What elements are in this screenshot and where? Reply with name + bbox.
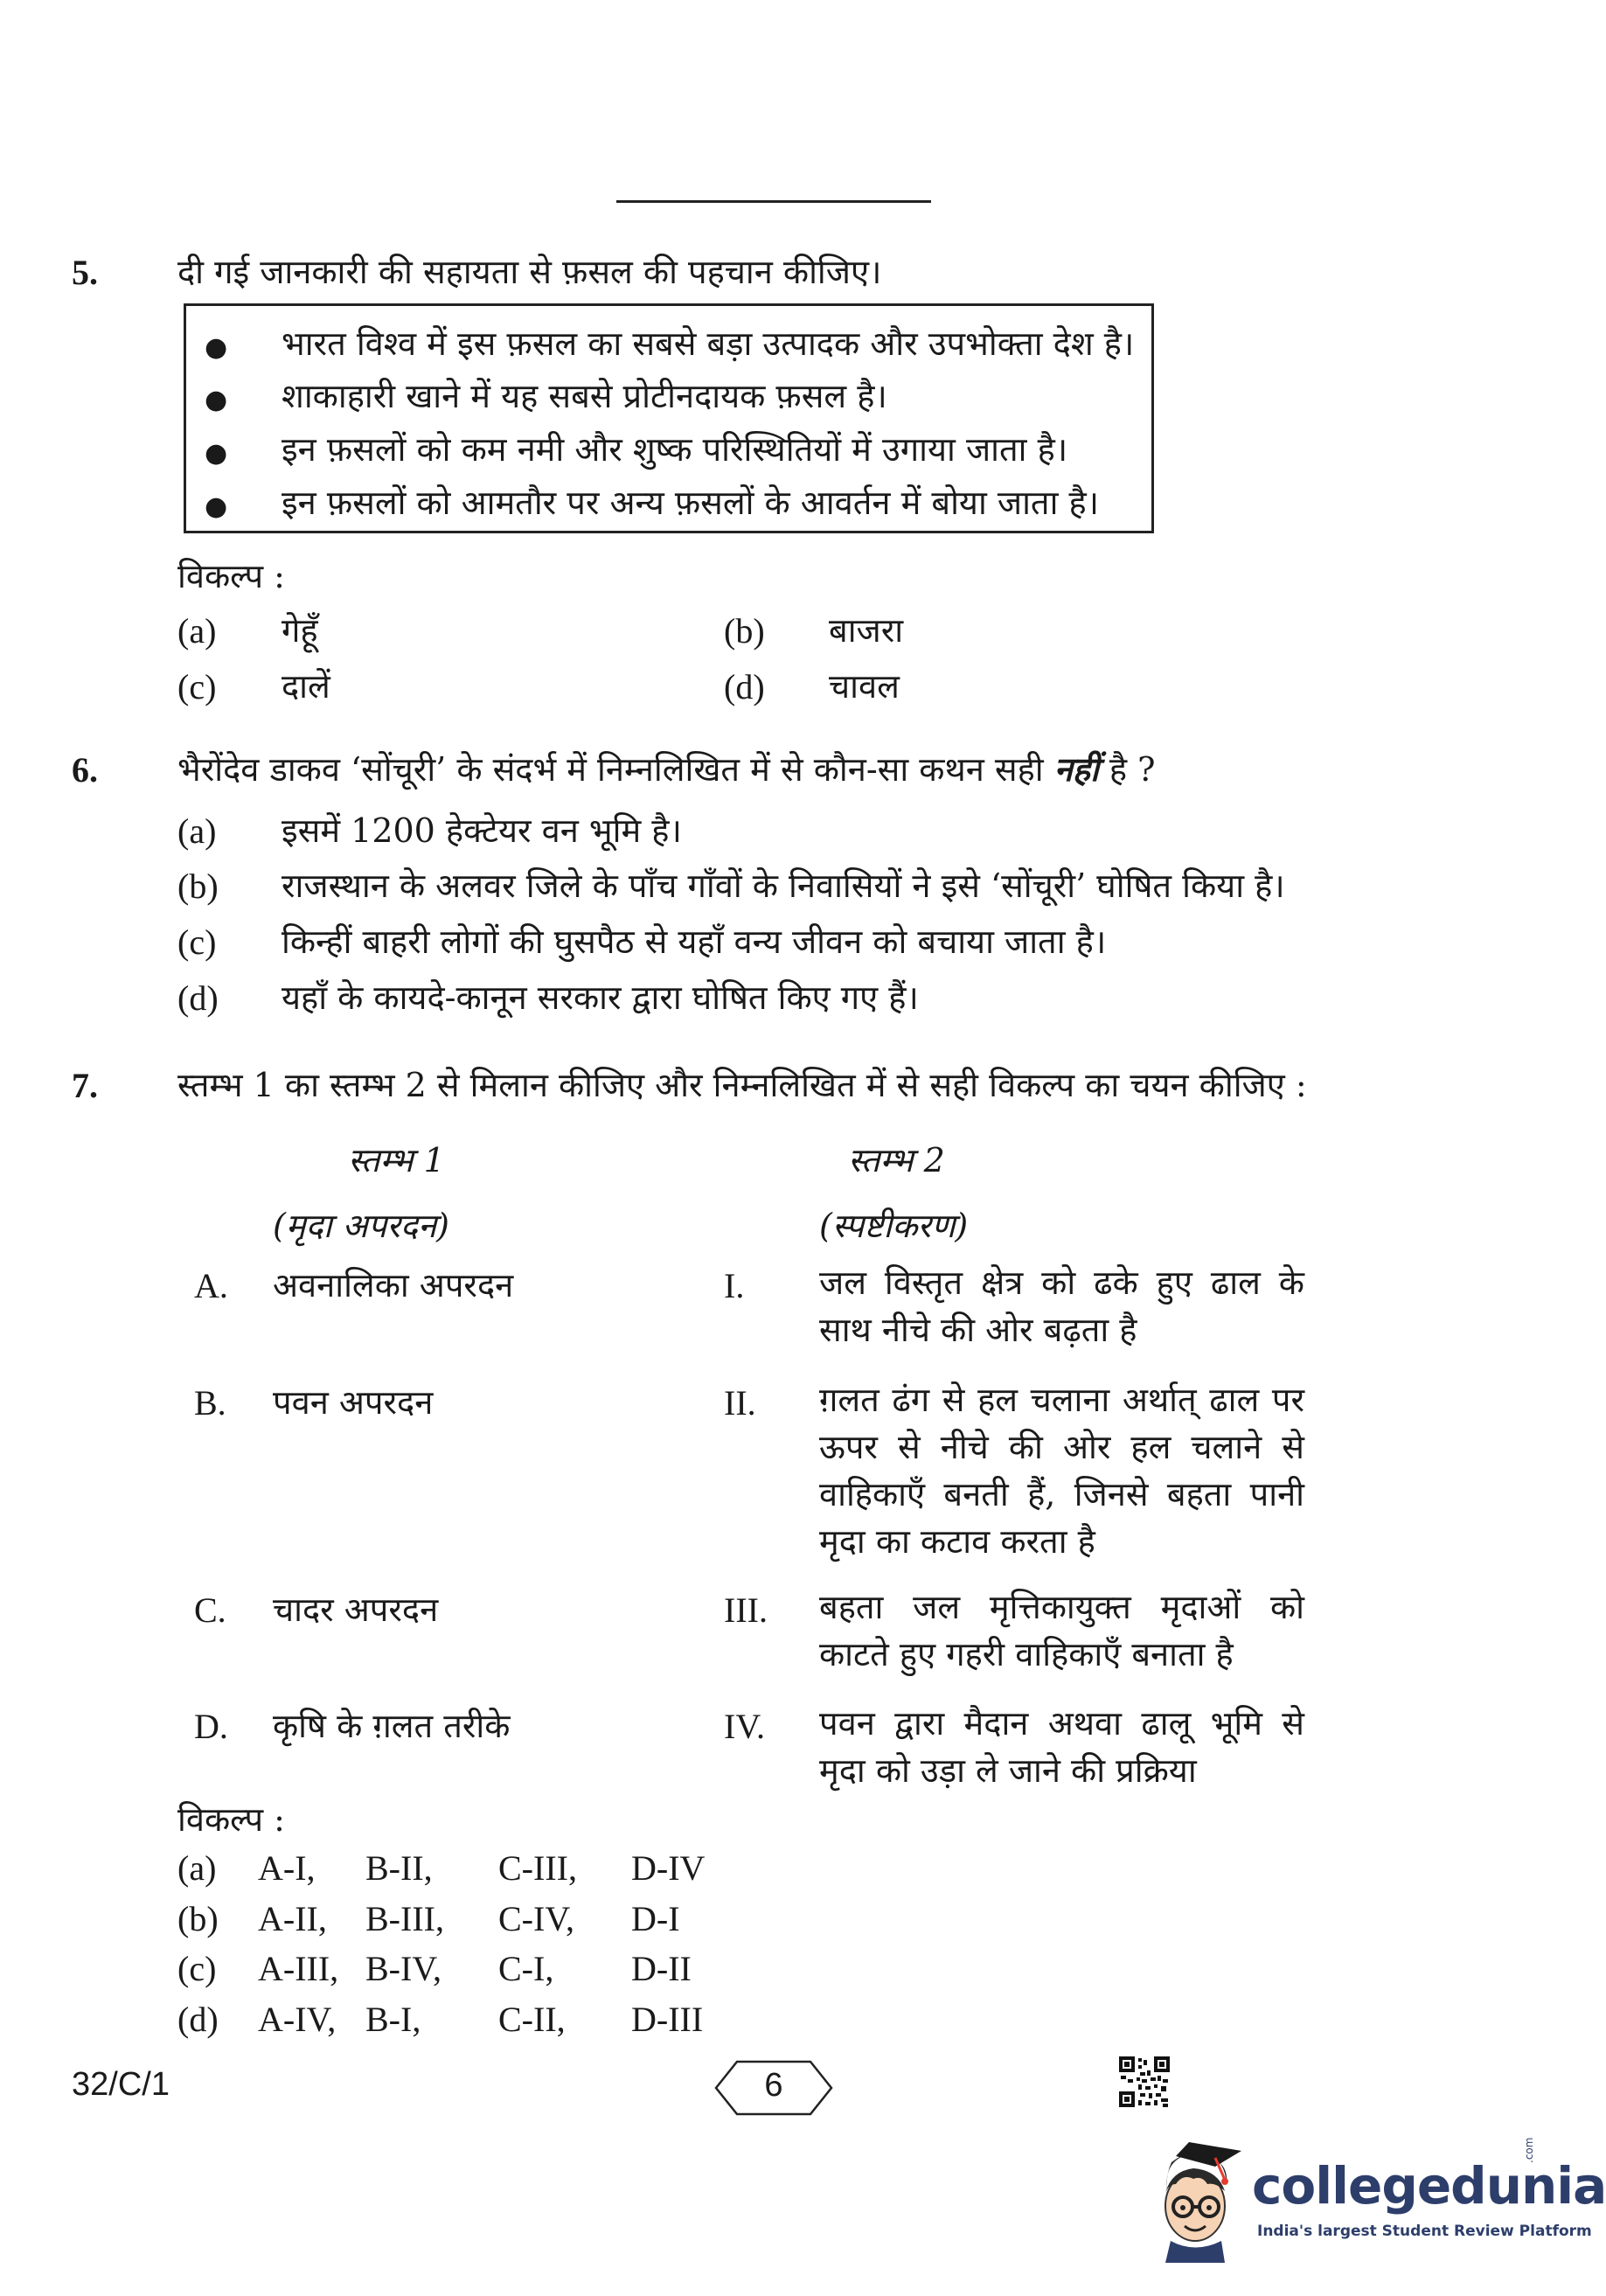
q5-option-a: गेहूँ — [282, 611, 318, 650]
q5-option-a-label: (a) — [177, 611, 217, 651]
row-a-text: अवनालिका अपरदन — [273, 1266, 514, 1305]
row-c-label: C. — [194, 1590, 226, 1630]
row-iv-label: IV. — [724, 1707, 766, 1746]
row-i-label: I. — [724, 1266, 745, 1305]
q7-option-b-cell: D-I — [631, 1899, 680, 1938]
q7-option-b-cell: C-IV, — [498, 1899, 575, 1938]
bullet-icon: ● — [205, 438, 228, 469]
q6-option-d: यहाँ के कायदे-कानून सरकार द्वारा घोषित किए गए हैं। — [282, 978, 919, 1017]
q5-option-c: दालें — [282, 667, 330, 706]
q5-options-label: विकल्प : — [177, 557, 285, 595]
q7-option-a-label: (a) — [177, 1848, 217, 1888]
q6-number: 6. — [72, 750, 98, 790]
q6-option-d-label: (d) — [177, 978, 219, 1018]
q7-options-label: विकल्प : — [177, 1800, 285, 1839]
row-iii-label: III. — [724, 1590, 768, 1630]
q6-option-c-label: (c) — [177, 922, 217, 962]
q5-number: 5. — [72, 253, 98, 292]
header-rule — [616, 200, 931, 203]
q5-bullet-4: इन फ़सलों को आमतौर पर अन्य फ़सलों के आवर्तन में बोया जाता है। — [282, 484, 1100, 522]
brand-name: collegedunia — [1252, 2156, 1606, 2216]
row-ii-label: II. — [724, 1383, 756, 1423]
q7-option-c-cell: B-IV, — [365, 1949, 442, 1988]
q6-option-b: राजस्थान के अलवर जिले के पाँच गाँवों के निवासियों ने इसे ‘सोंचूरी’ घोषित किया है। — [282, 866, 1285, 905]
q5-option-d-label: (d) — [724, 667, 765, 706]
brand-tagline: India's largest Student Review Platform — [1257, 2223, 1592, 2240]
q5-option-b: बाजरा — [829, 611, 904, 650]
q7-option-d-cell: C-II, — [498, 2000, 566, 2039]
q5-bullet-1: भारत विश्व में इस फ़सल का सबसे बड़ा उत्पादक और उपभोक्ता देश है। — [282, 324, 1135, 363]
q6-question-text — [177, 746, 1156, 791]
q7-option-d-cell: A-IV, — [258, 2000, 337, 2039]
row-iii-text: बहता जल मृत्तिकायुक्त मृदाओं को काटते हुए गहरी वाहिकाएँ बनाता है — [819, 1588, 1304, 1673]
paper-code: 32/C/1 — [72, 2066, 170, 2103]
brand-suffix: .com — [1523, 2137, 1535, 2163]
q6-option-b-label: (b) — [177, 866, 219, 906]
column-1-subtitle: (मृदा अपरदन) — [273, 1207, 449, 1245]
q7-option-a-cell: D-IV — [631, 1848, 706, 1888]
column-2-subtitle: (स्पष्टीकरण) — [819, 1207, 969, 1245]
page-number: 6 — [764, 2067, 783, 2104]
row-d-label: D. — [194, 1707, 228, 1746]
row-i-text: जल विस्तृत क्षेत्र को ढके हुए ढाल के साथ नीचे की ओर बढ़ता है — [819, 1263, 1304, 1349]
q5-option-b-label: (b) — [724, 611, 765, 651]
row-a-label: A. — [194, 1266, 228, 1305]
q5-bullet-2: शाकाहारी खाने में यह सबसे प्रोटीनदायक फ़सल है। — [282, 377, 887, 415]
row-iv-text: पवन द्वारा मैदान अथवा ढालू भूमि से मृदा को उड़ा ले जाने की प्रक्रिया — [819, 1704, 1304, 1790]
row-ii-text: ग़लत ढंग से हल चलाना अर्थात् ढाल पर ऊपर से नीचे की ओर हल चलाने से वाहिकाएँ बनती हैं, जिनसे बहता पानी मृदा का कटाव करता है — [819, 1381, 1304, 1561]
q5-option-c-label: (c) — [177, 667, 217, 706]
q6-option-a-label: (a) — [177, 811, 217, 851]
bullet-icon: ● — [205, 385, 228, 415]
q7-question-text: स्तम्भ 1 का स्तम्भ 2 से मिलान कीजिए और निम्नलिखित में से सही विकल्प का चयन कीजिए : — [177, 1066, 1307, 1104]
column-2-title: स्तम्भ 2 — [848, 1141, 945, 1179]
q7-option-a-cell: A-I, — [258, 1848, 316, 1888]
column-1-title: स्तम्भ 1 — [348, 1141, 445, 1179]
q7-option-b-label: (b) — [177, 1899, 219, 1938]
bullet-icon: ● — [205, 491, 228, 522]
q7-option-b-cell: B-III, — [365, 1899, 444, 1938]
q5-option-d: चावल — [829, 667, 900, 706]
q6-text-part: भैरोंदेव डाकव ‘सोंचूरी’ के संदर्भ में निम्नलिखित में से कौन-सा कथन सही — [177, 750, 1054, 789]
q5-question-text: दी गई जानकारी की सहायता से फ़सल की पहचान कीजिए। — [177, 253, 882, 291]
collegedunia-mascot-logo — [1141, 2132, 1250, 2263]
qr-code-icon — [1119, 2056, 1170, 2107]
q7-number: 7. — [72, 1066, 98, 1105]
q7-option-c-cell: D-II — [631, 1949, 692, 1988]
q5-bullet-3: इन फ़सलों को कम नमी और शुष्क परिस्थितियों में उगाया जाता है। — [282, 430, 1068, 469]
row-d-text: कृषि के ग़लत तरीके — [273, 1707, 511, 1745]
q7-option-a-cell: B-II, — [365, 1848, 433, 1888]
q7-option-d-cell: B-I, — [365, 2000, 421, 2039]
q7-option-c-cell: C-I, — [498, 1949, 554, 1988]
row-b-text: पवन अपरदन — [273, 1383, 434, 1422]
q6-text-part: है ? — [1098, 750, 1156, 789]
q7-option-c-label: (c) — [177, 1949, 217, 1988]
row-c-text: चादर अपरदन — [273, 1590, 439, 1629]
q7-option-d-cell: D-III — [631, 2000, 704, 2039]
row-b-label: B. — [194, 1383, 226, 1423]
q7-option-b-cell: A-II, — [258, 1899, 327, 1938]
q6-option-c: किन्हीं बाहरी लोगों की घुसपैठ से यहाँ वन्य जीवन को बचाया जाता है। — [282, 922, 1107, 961]
q6-emphasis: नहीं — [1053, 749, 1099, 789]
q7-option-d-label: (d) — [177, 2000, 219, 2039]
bullet-icon: ● — [205, 332, 228, 363]
q7-option-c-cell: A-III, — [258, 1949, 339, 1988]
q7-option-a-cell: C-III, — [498, 1848, 577, 1888]
q6-option-a: इसमें 1200 हेक्टेयर वन भूमि है। — [282, 811, 682, 850]
